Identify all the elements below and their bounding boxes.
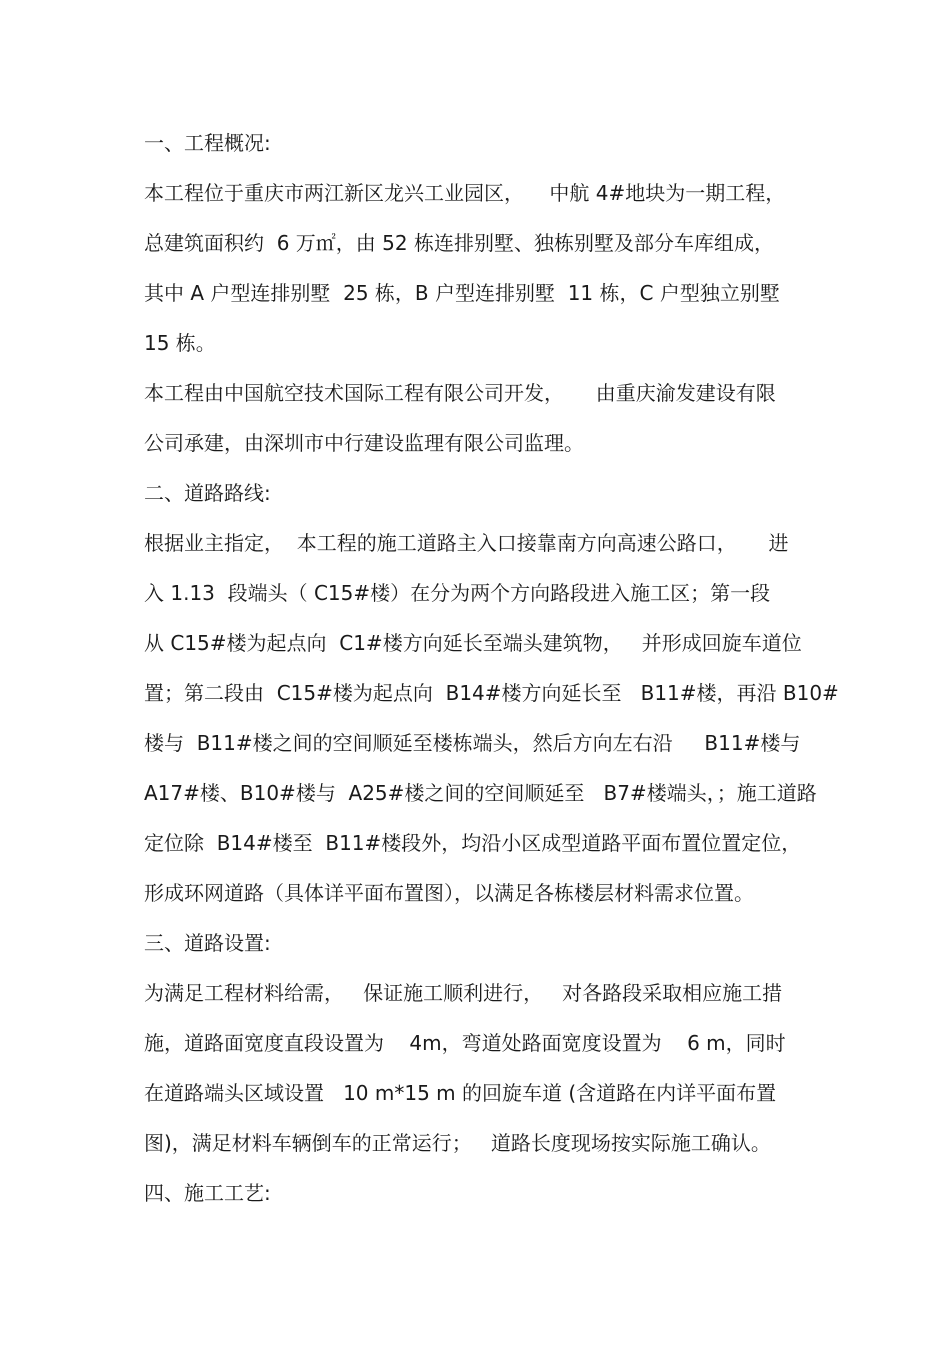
paragraph-line: 本工程位于重庆市两江新区龙兴工业园区， 中航 4#地块为一期工程，	[144, 181, 786, 205]
section-heading-road-setup: 三、道路设置:	[144, 931, 271, 955]
paragraph-line: 形成环网道路（具体详平面布置图），以满足各栋楼层材料需求位置。	[144, 881, 754, 905]
paragraph-line: 置；第二段由 C15#楼为起点向 B14#楼方向延长至 B11#楼，再沿 B10#	[144, 681, 839, 705]
paragraph-line: 楼与 B11#楼之间的空间顺延至楼栋端头，然后方向左右沿 B11#楼与	[144, 731, 801, 755]
paragraph-line: 入 1.13 段端头（ C15#楼）在分为两个方向路段进入施工区；第一段	[144, 581, 771, 605]
paragraph-line: 定位除 B14#楼至 B11#楼段外，均沿小区成型道路平面布置位置定位，	[144, 831, 802, 855]
paragraph-line: 总建筑面积约 6 万㎡，由 52 栋连排别墅、独栋别墅及部分车库组成，	[144, 231, 774, 255]
paragraph-line: 施，道路面宽度直段设置为 4m，弯道处路面宽度设置为 6 m，同时	[144, 1031, 786, 1055]
paragraph-line: A17#楼、B10#楼与 A25#楼之间的空间顺延至 B7#楼端头，；施工道路	[144, 781, 817, 805]
paragraph-line: 其中 A 户型连排别墅 25 栋，B 户型连排别墅 11 栋，C 户型独立别墅	[144, 281, 780, 305]
paragraph-line: 为满足工程材料给需， 保证施工顺利进行， 对各路段采取相应施工措	[144, 981, 783, 1005]
paragraph-line: 公司承建，由深圳市中行建设监理有限公司监理。	[144, 431, 584, 455]
paragraph-line: 根据业主指定， 本工程的施工道路主入口接靠南方向高速公路口， 进	[144, 531, 789, 555]
document-body	[144, 118, 839, 1218]
paragraph-line: 15 栋。	[144, 331, 216, 355]
paragraph-line: 图)，满足材料车辆倒车的正常运行； 道路长度现场按实际施工确认。	[144, 1131, 771, 1155]
paragraph-line: 从 C15#楼为起点向 C1#楼方向延长至端头建筑物， 并形成回旋车道位	[144, 631, 802, 655]
section-heading-overview: 一、工程概况:	[144, 131, 271, 155]
paragraph-line: 在道路端头区域设置 10 m*15 m 的回旋车道 (含道路在内详平面布置	[144, 1081, 777, 1105]
paragraph-line: 本工程由中国航空技术国际工程有限公司开发， 由重庆渝发建设有限	[144, 381, 776, 405]
section-heading-construction-process: 四、施工工艺:	[144, 1181, 271, 1205]
section-heading-road-route: 二、道路路线:	[144, 481, 271, 505]
